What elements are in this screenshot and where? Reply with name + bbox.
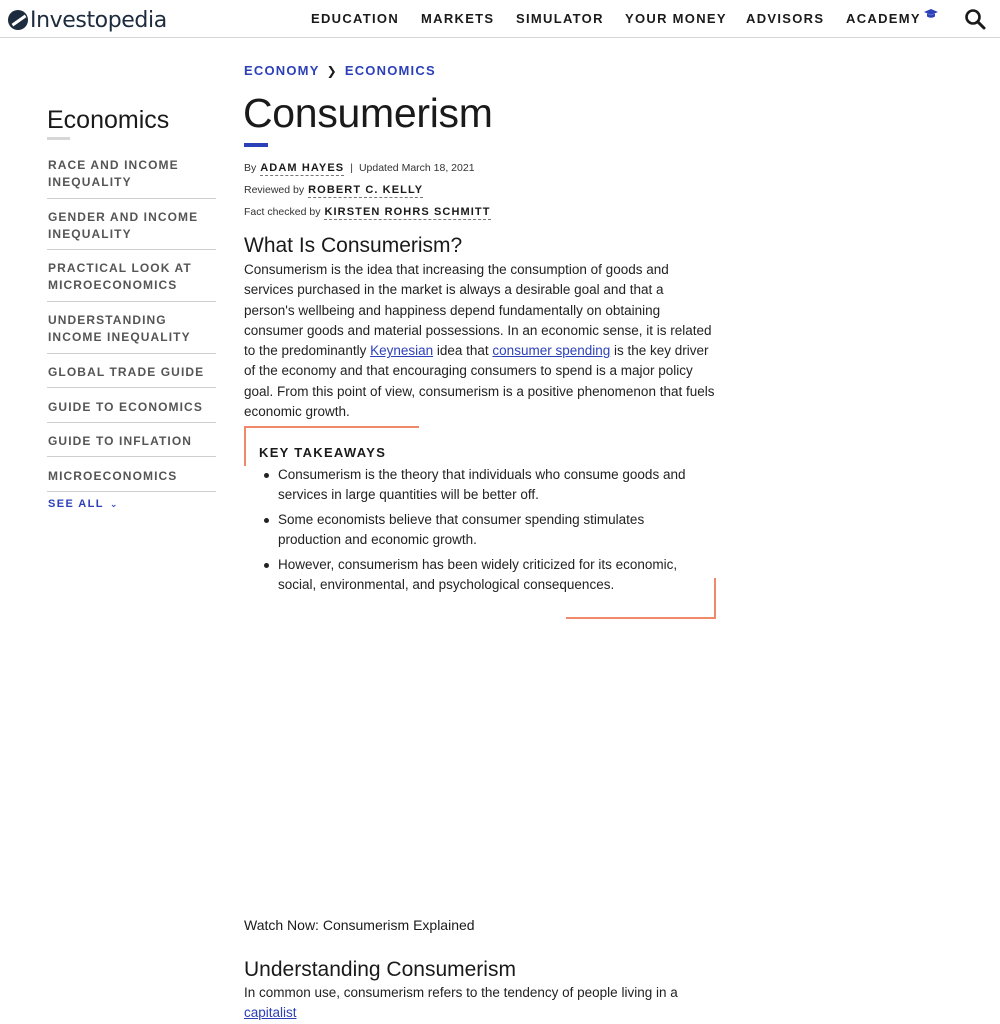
list-item: Consumerism is the theory that individuals who consume goods and services in large quantities will be better off. [278,465,708,506]
fact-checked-label: Fact checked by [244,206,321,218]
nav-markets[interactable]: MARKETS [421,11,495,26]
paragraph-text: is the key driver of the economy and that encouraging consumers to spend is a major policy goal. From this point of view, consumerism is a positive phenomenon that fuels economic growth. [244,343,715,420]
section-paragraph [244,983,716,1024]
nav-academy[interactable] [846,11,938,29]
sidebar-item-microeconomics[interactable]: MICROECONOMICS [47,468,216,492]
section-paragraph [244,260,716,422]
paragraph-text: Consumerism is the idea that increasing the consumption of goods and services purchased in the market is always a desirable goal and that a person's wellbeing and happiness depend fundamentally on obtaining consumer goods and material possessions. In an economic sense, it is related to the predominantly [244,262,712,359]
byline-divider: | [350,162,353,174]
title-underline [244,143,268,147]
key-takeaways-border-right [714,578,716,619]
sidebar-item-guide-to-economics[interactable]: GUIDE TO ECONOMICS [47,399,216,423]
author-link[interactable]: ADAM HAYES [260,162,345,174]
sidebar-item-guide-to-inflation[interactable]: GUIDE TO INFLATION [47,433,216,457]
list-item: Some economists believe that consumer spending stimulates production and economic growth. [278,510,708,551]
nav-simulator[interactable]: SIMULATOR [516,11,604,26]
logo-text: Investopedia [30,7,167,33]
sidebar-item-race-and-income-inequality[interactable]: RACE AND INCOME INEQUALITY [47,157,216,199]
logo-mark-icon [8,10,28,30]
consumer-spending-link[interactable]: consumer spending [492,343,611,359]
key-takeaways-border-bottom [566,617,716,619]
sidebar-item-understanding-income-inequality[interactable]: UNDERSTANDING INCOME INEQUALITY [47,312,216,354]
sidebar-item-global-trade-guide[interactable]: GLOBAL TRADE GUIDE [47,364,216,388]
breadcrumb [244,63,436,78]
sidebar-title-underline [47,137,70,140]
keynesian-link[interactable]: Keynesian [370,343,434,359]
reviewed-label: Reviewed by [244,184,305,196]
reviewer-link[interactable]: ROBERT C. KELLY [308,184,424,196]
page-title: Consumerism [243,90,493,136]
chevron-down-icon: ⌄ [109,499,119,509]
key-takeaways-border-left [244,426,246,466]
paragraph-text: idea that [433,343,493,359]
byline-reviewer [244,184,423,196]
breadcrumb-economics[interactable]: ECONOMICS [344,63,436,78]
chevron-right-icon: ❯ [326,64,338,78]
nav-academy-label: ACADEMY [846,11,921,26]
sidebar-item-practical-look-at-microeconomics[interactable]: PRACTICAL LOOK AT MICROECONOMICS [47,260,216,302]
sidebar-title: Economics [47,106,170,134]
key-takeaways-title: KEY TAKEAWAYS [259,445,387,460]
see-all-label: SEE ALL [48,498,104,510]
nav-education[interactable]: EDUCATION [311,11,400,26]
paragraph-text: In common use, consumerism refers to the tendency of people living in a [244,985,678,1000]
video-title: Watch Now: Consumerism Explained [244,917,475,933]
byline-author [244,162,475,174]
nav-advisors[interactable]: ADVISORS [746,11,825,26]
investopedia-logo[interactable] [8,7,167,33]
sidebar-item-gender-and-income-inequality[interactable]: GENDER AND INCOME INEQUALITY [47,209,216,250]
section-heading-what-is-consumerism: What Is Consumerism? [244,234,463,257]
breadcrumb-economy[interactable]: ECONOMY [244,63,320,78]
nav-your-money[interactable]: YOUR MONEY [625,11,727,26]
section-heading-understanding-consumerism: Understanding Consumerism [244,958,516,981]
fact-checker-link[interactable]: KIRSTEN ROHRS SCHMITT [324,206,491,218]
list-item: However, consumerism has been widely criticized for its economic, social, environmental, and psychological consequences. [278,555,708,596]
see-all-button[interactable] [48,498,119,510]
top-navigation-bar [0,0,1000,38]
capitalist-link[interactable]: capitalist [244,1005,297,1021]
search-icon[interactable] [964,8,986,30]
byline-fact-checker [244,206,491,218]
graduation-cap-icon [924,9,938,19]
by-label: By [244,162,257,174]
key-takeaways-list [278,465,708,600]
updated-date: Updated March 18, 2021 [358,162,475,174]
key-takeaways-border-top [244,426,419,428]
